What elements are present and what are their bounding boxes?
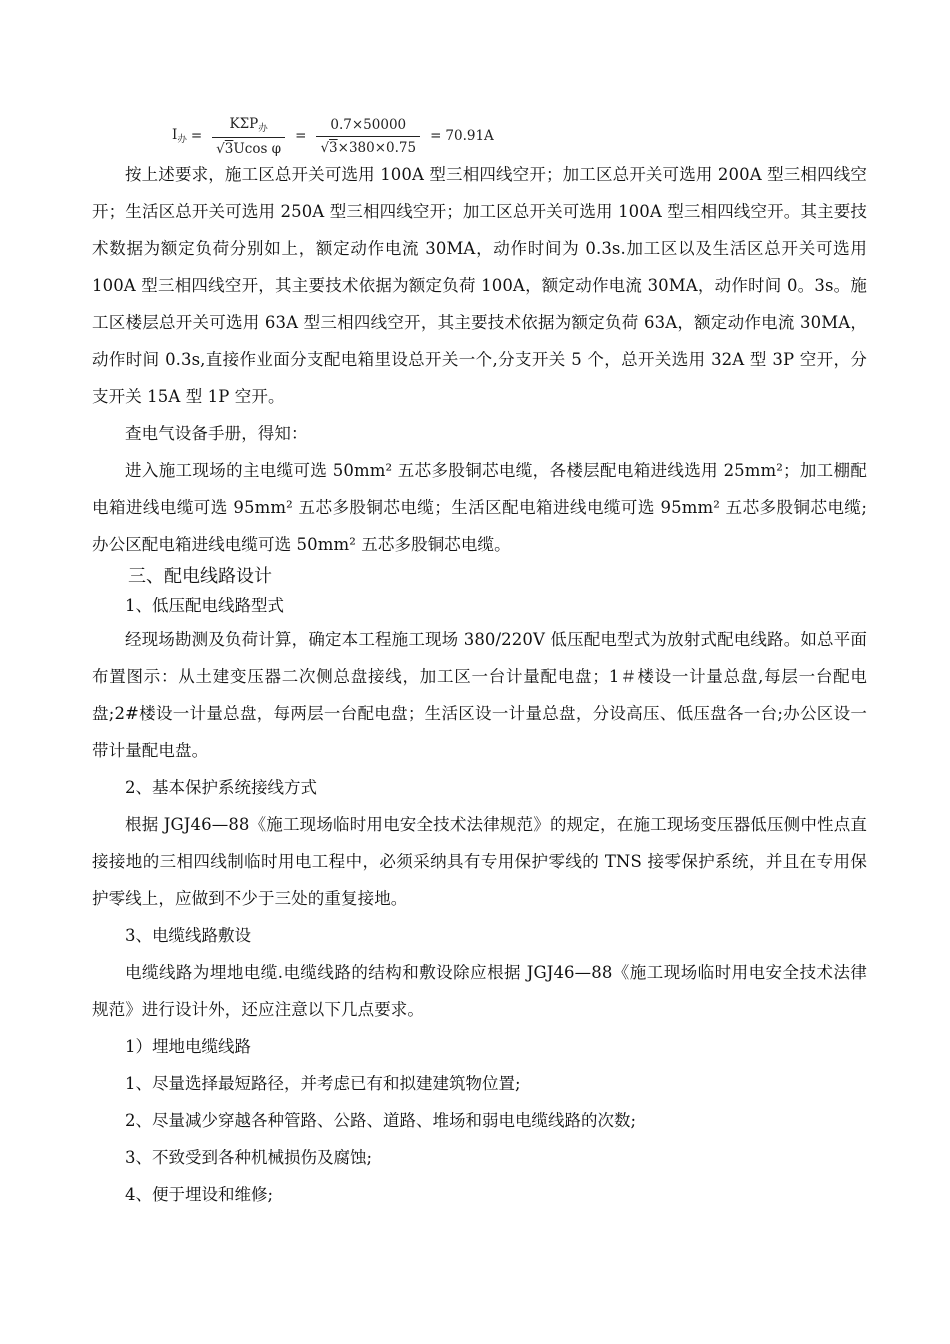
list-item: 4、便于埋设和维修; xyxy=(125,1185,274,1204)
subsection-heading-cable-laying: 3、电缆线路敷设 xyxy=(125,926,251,945)
fraction-2-denominator: √3×380×0.75 xyxy=(316,136,420,156)
formula-equals-1: = xyxy=(190,128,203,144)
formula-equals-3: = xyxy=(430,128,442,144)
section-heading-distribution-design: 三、配电线路设计 xyxy=(128,566,272,587)
formula-lhs: $I_办$ xyxy=(172,127,187,145)
formula-fraction-2 xyxy=(316,117,420,156)
paragraph-protection-system: 根据 JGJ46—88《施工现场临时用电安全技术法律规范》的规定，在施工现场变压器低压侧中性点直接接地的三相四线制临时用电工程中，必须采纳具有专用保护零线的 TNS 接零保护系统，并且在专用保护零线上，应做到不少于三处的重复接地。 xyxy=(92,815,867,908)
paragraph-cable-selection: 进入施工现场的主电缆可选 50mm² 五芯多股铜芯电缆，各楼层配电箱进线选用 25mm²；加工棚配电箱进线电缆可选 95mm² 五芯多股铜芯电缆；生活区配电箱进线电缆可选 95mm² 五芯多股铜芯电缆;办公区配电箱进线电缆可选 50mm² 五芯多股铜芯电缆。 xyxy=(92,461,867,554)
paragraph-cable-laying: 电缆线路为埋地电缆.电缆线路的结构和敷设除应根据 JGJ46—88《施工现场临时用电安全技术法律规范》进行设计外，还应注意以下几点要求。 xyxy=(92,963,867,1019)
fraction-2-numerator: 0.7×50000 xyxy=(330,116,407,133)
sub-heading-buried-cable: 1）埋地电缆线路 xyxy=(125,1037,251,1056)
subsection-heading-protection-system: 2、基本保护系统接线方式 xyxy=(125,778,317,797)
formula-equals-2: = xyxy=(295,128,307,144)
body-text xyxy=(92,156,867,1213)
formula-fraction-1 xyxy=(212,116,285,157)
subsection-heading-line-type: 1、低压配电线路型式 xyxy=(125,596,284,615)
fraction-1-denominator: √3Ucos φ xyxy=(212,137,285,157)
paragraph-line-type: 经现场勘测及负荷计算，确定本工程施工现场 380/220V 低压配电型式为放射式配电线路。如总平面布置图示：从土建变压器二次侧总盘接线，加工区一台计量配电盘；1＃楼设一计量总盘,每层一台配电盘;2#楼设一计量总盘，每两层一台配电盘；生活区设一计量总盘，分设高压、低压盘各一台;办公区设一带计量配电盘。 xyxy=(92,630,867,760)
list-item: 2、尽量减少穿越各种管路、公路、道路、堆场和弱电电缆线路的次数; xyxy=(125,1111,637,1130)
list-item: 1、尽量选择最短路径，并考虑已有和拟建建筑物位置; xyxy=(125,1074,521,1093)
formula-result: 70.91A xyxy=(445,128,494,144)
fraction-1-numerator: $K\Sigma P_办$ xyxy=(229,115,268,134)
list-item: 3、不致受到各种机械损伤及腐蚀; xyxy=(125,1148,373,1167)
paragraph-manual-lookup: 查电气设备手册，得知： xyxy=(125,424,308,443)
paragraph-switch-selection: 按上述要求，施工区总开关可选用 100A 型三相四线空开；加工区总开关可选用 200A 型三相四线空开；生活区总开关可选用 250A 型三相四线空开；加工区总开关可选用 100A 型三相四线空开。其主要技术数据为额定负荷分别如上，额定动作电流 30MA，动作时间为 0.3s.加工区以及生活区总开关可选用 100A 型三相四线空开，其主要技术依据为额定负荷 100A，额定动作电流 30MA，动作时间 0。3s。施工区楼层总开关可选用 63A 型三相四线空开，其主要技术依据为额定负荷 63A，额定动作电流 30MA，动作时间 0.3s,直接作业面分支配电箱里设总开关一个,分支开关 5 个，总开关选用 32A 型 3P 空开，分支开关 15A 型 1P 空开。 xyxy=(92,165,867,406)
